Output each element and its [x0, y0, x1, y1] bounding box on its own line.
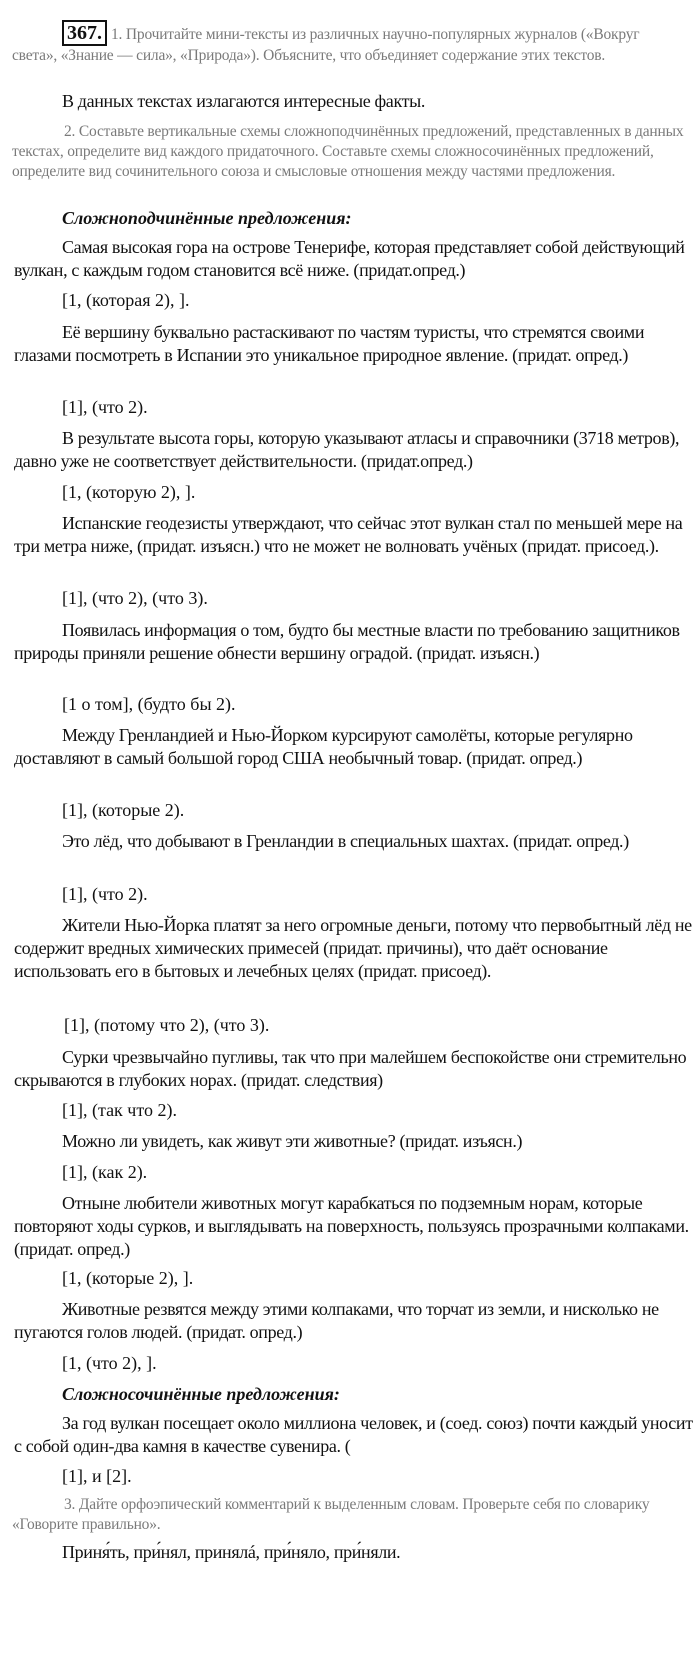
task-2-text: 2. Составьте вертикальные схемы сложноподчинённых предложений, представленных в данных текстах, определите вид каждого придаточного. Составьте схемы сложносочинённых предложений, определите вид сочинительного союза и смысловые отношения между частями предложения. — [12, 123, 684, 180]
task-1-text: 1. Прочитайте мини-тексты из различных научно-популярных журналов («Вокруг света», «Знание — сила», «Природа»). Объясните, что объединяет содержание этих текстов. — [12, 26, 640, 64]
answer-3 — [14, 1541, 694, 1564]
heading-complex-sentences: Сложноподчинённые предложения: — [62, 208, 352, 228]
complex-sentence — [14, 321, 694, 367]
sentence-text: В результате высота горы, которую указывают атласы и справочники (3718 метров), давно уже не соответствует действительности. (придат.опред.) — [14, 428, 680, 471]
sentence-scheme: [1], и [2]. — [62, 1466, 132, 1486]
sentence-text: Это лёд, что добывают в Гренландии в специальных шахтах. (придат. опред.) — [62, 831, 629, 851]
sentence-text: Можно ли увидеть, как живут эти животные? (придат. изъясн.) — [62, 1131, 523, 1151]
sentence-scheme: [1], (что 2), (что 3). — [62, 588, 208, 608]
sentence-scheme: [1], (что 2). — [62, 884, 148, 904]
sentence-scheme: [1, (которая 2), ]. — [62, 290, 190, 310]
answer-1-text: В данных текстах излагаются интересные факты. — [62, 91, 426, 111]
sentence-text: За год вулкан посещает около миллиона человек, и (соед. союз) почти каждый уносит с собой один-два камня в качестве сувенира. ( — [14, 1413, 693, 1456]
sentence-text: Сурки чрезвычайно пугливы, так что при малейшем беспокойстве они стремительно скрываются в глубоких норах. (придат. следствия) — [14, 1047, 687, 1090]
complex-sentence — [14, 512, 694, 558]
heading-compound-sentences: Сложносочинённые предложения: — [62, 1384, 340, 1404]
complex-sentence — [14, 1298, 694, 1344]
sentence-text: Самая высокая гора на острове Тенерифе, которая представляет собой действующий вулкан, с каждым годом становится всё ниже. (придат.опред.) — [14, 237, 685, 280]
sentence-scheme: [1], (потому что 2), (что 3). — [64, 1015, 270, 1035]
sentence-text: Жители Нью-Йорка платят за него огромные деньги, потому что первобытный лёд не содержит вредных химических примесей (придат. причины), что даёт основание использовать его в бытовых и лечебных целях (придат. присоед). — [14, 915, 692, 981]
task-2 — [12, 122, 688, 182]
complex-sentence — [14, 830, 694, 853]
sentence-text: Животные резвятся между этими колпаками, что торчат из земли, и нисколько не пугаются голов людей. (придат. опред.) — [14, 1299, 659, 1342]
sentence-scheme: [1], (так что 2). — [62, 1100, 177, 1120]
sentence-scheme: [1 о том], (будто бы 2). — [62, 694, 236, 714]
sentence-scheme: [1, (которые 2), ]. — [62, 1268, 194, 1288]
complex-sentence — [14, 236, 694, 282]
answer-3-text: Приня́ть, при́нял, принялá, при́няло, при́няли. — [62, 1542, 401, 1562]
sentence-scheme: [1, (что 2), ]. — [62, 1353, 157, 1373]
sentence-text: Появилась информация о том, будто бы местные власти по требованию защитников природы приняли решение обнести вершину оградой. (придат. изъясн.) — [14, 620, 680, 663]
sentence-text: Её вершину буквально растаскивают по частям туристы, что стремятся своими глазами посмотреть в Испании это уникальное природное явление. (придат. опред.) — [14, 322, 645, 365]
complex-sentence — [14, 1192, 694, 1261]
sentence-text: Между Гренландией и Нью-Йорком курсируют самолёты, которые регулярно доставляют в самый большой город США необычный товар. (придат. опред.) — [14, 725, 633, 768]
sentence-scheme: [1], (что 2). — [62, 397, 148, 417]
answer-1 — [14, 90, 694, 113]
task-1 — [12, 20, 688, 66]
complex-sentence — [14, 914, 694, 983]
sentence-scheme: [1, (которую 2), ]. — [62, 482, 196, 502]
compound-sentence — [14, 1412, 694, 1458]
exercise-number: 367. — [62, 20, 107, 46]
complex-sentence — [14, 427, 694, 473]
complex-sentence — [14, 1046, 694, 1092]
sentence-text: Отныне любители животных могут карабкаться по подземным норам, которые повторяют ходы сурков, и выглядывать на поверхность, пользуясь прозрачными колпаками. (придат. опред.) — [14, 1193, 689, 1259]
sentence-scheme: [1], (как 2). — [62, 1162, 148, 1182]
sentence-scheme: [1], (которые 2). — [62, 800, 185, 820]
complex-sentence — [14, 1130, 694, 1153]
sentence-text: Испанские геодезисты утверждают, что сейчас этот вулкан стал по меньшей мере на три метра ниже, (придат. изъясн.) что не может не волновать учёных (придат. присоед.). — [14, 513, 683, 556]
task-3-text: 3. Дайте орфоэпический комментарий к выделенным словам. Проверьте себя по словарику «Говорите правильно». — [12, 1496, 650, 1533]
complex-sentence — [14, 724, 694, 770]
complex-sentence — [14, 619, 694, 665]
task-3 — [12, 1495, 688, 1535]
